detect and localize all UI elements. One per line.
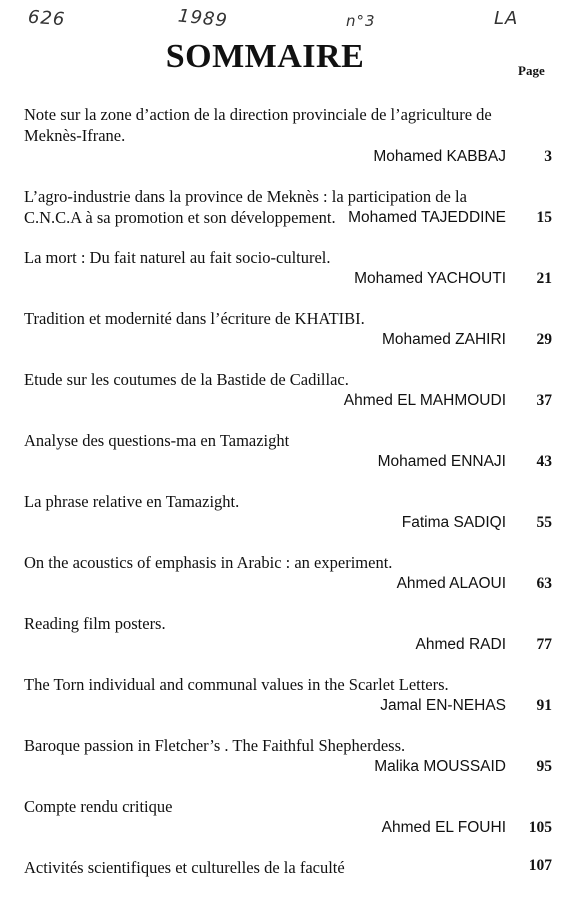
entry-page: 77 [536,636,552,653]
handwritten-note-number: 626 [27,6,67,31]
entry-title: The Torn individual and communal values in the Scarlet Letters. [24,675,449,694]
entry-author: Jamal EN-NEHAS [380,697,506,714]
entry-page: 91 [536,697,552,714]
handwritten-note-issue: n°3 [346,12,376,30]
entry-page: 21 [536,270,552,287]
handwritten-note-code: LA [494,8,519,29]
list-item [24,247,552,289]
entry-page: 37 [536,392,552,409]
entry-author: Fatima SADIQI [401,514,506,531]
list-item [24,674,552,716]
list-item [24,857,552,878]
entry-page: 3 [544,148,552,165]
page-column-header: Page [518,63,545,78]
entry-title: Note sur la zone d’action de la direction provinciale de l’agriculture de Meknès-Ifrane. [24,105,492,145]
entry-title: La mort : Du fait naturel au fait socio-culturel. [24,248,331,267]
entry-page: 107 [528,857,552,874]
entry-title: Analyse des questions-ma en Tamazight [24,431,290,450]
list-item [24,552,552,594]
entry-page: 55 [536,514,552,531]
entry-author: Ahmed ALAOUI [396,575,506,592]
entry-page: 29 [536,331,552,348]
entry-title: Reading film posters. [24,614,166,633]
entry-author: Mohamed YACHOUTI [354,270,506,287]
entry-title: Baroque passion in Fletcher’s . The Faithful Shepherdess. [24,736,406,755]
entry-author: Ahmed EL FOUHI [381,819,506,836]
entry-page: 63 [536,575,552,592]
entry-author: Malika MOUSSAID [374,758,506,775]
entry-title: On the acoustics of emphasis in Arabic : an experiment. [24,553,393,572]
entry-title: Activités scientifiques et culturelles de la faculté [24,858,345,877]
entry-page: 43 [536,453,552,470]
list-item [24,796,552,838]
entry-title: Etude sur les coutumes de la Bastide de Cadillac. [24,370,349,389]
entry-title: Tradition et modernité dans l’écriture de KHATIBI. [24,309,365,328]
entry-title: L’agro-industrie dans la province de Meknès : la participation de la C.N.C.A à sa promotion et son développement. [24,187,467,227]
entry-page: 105 [528,819,552,836]
list-item [24,186,552,228]
entry-author: Mohamed KABBAJ [373,148,506,165]
list-item [24,369,552,411]
entry-author: Ahmed EL MAHMOUDI [343,392,506,409]
entry-author: Mohamed ZAHIRI [381,331,506,348]
list-item [24,491,552,533]
list-item [24,308,552,350]
entry-title: La phrase relative en Tamazight. [24,492,240,511]
entry-page: 95 [536,758,552,775]
list-item [24,104,552,167]
entry-page: 15 [536,209,552,226]
contents-list [24,104,552,897]
entry-author: Mohamed ENNAJI [377,453,506,470]
entry-author: Ahmed RADI [415,636,506,653]
page-title: SOMMAIRE [165,38,365,75]
list-item [24,613,552,655]
entry-author: Mohamed TAJEDDINE [348,209,506,226]
list-item [24,430,552,472]
entry-title: Compte rendu critique [24,797,173,816]
list-item [24,735,552,777]
handwritten-note-year: 1989 [177,5,229,32]
